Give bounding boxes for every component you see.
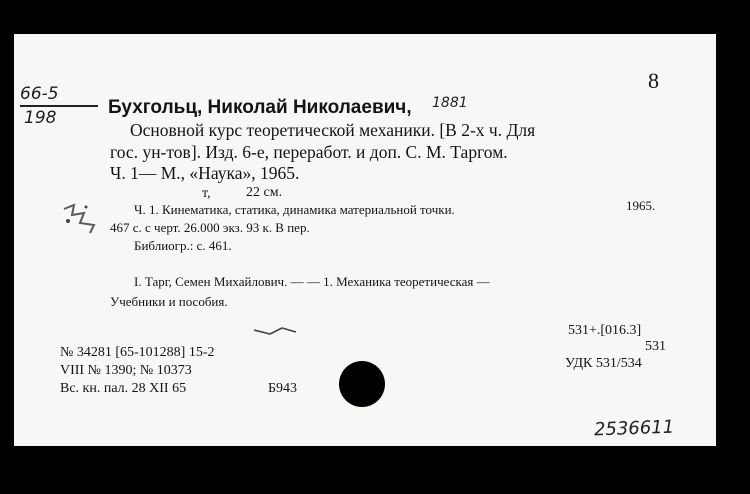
title-line-3: Ч. 1— М., «Наука», 1965. bbox=[110, 163, 300, 183]
part-line-1: Ч. 1. Кинематика, статика, динамика материальной точки. bbox=[134, 202, 455, 217]
record-code: Б943 bbox=[268, 381, 298, 396]
shelfmark-divider bbox=[20, 105, 98, 107]
ink-smudge bbox=[60, 199, 100, 235]
card-number: 8 bbox=[648, 68, 659, 93]
title-line-1: Основной курс теоретической механики. [В 2-х ч. Для bbox=[130, 120, 536, 140]
record-line-1: № 34281 [65-101288] 15-2 bbox=[60, 345, 215, 360]
format-size: 22 см. bbox=[246, 185, 283, 200]
shelfmark-bottom: 198 bbox=[24, 108, 57, 128]
author-years-handwritten: 1881 bbox=[432, 95, 468, 111]
shelfmark-top: 66-5 bbox=[20, 84, 59, 104]
pencil-mark bbox=[252, 324, 302, 340]
author-heading: Бухгольц, Николай Николаевич, bbox=[108, 97, 412, 118]
subjects-line-2: Учебники и пособия. bbox=[110, 294, 228, 309]
subjects-line-1: I. Тарг, Семен Михайлович. — — 1. Механика теоретическая — bbox=[134, 274, 490, 289]
part-line-2: 467 с. с черт. 26.000 экз. 93 к. В пер. bbox=[110, 220, 310, 235]
title-line-2: гос. ун-тов]. Изд. 6-е, переработ. и доп. С. М. Таргом. bbox=[110, 142, 508, 162]
class-number-2: 531 bbox=[645, 339, 666, 354]
udk-number: УДК 531/534 bbox=[565, 356, 642, 371]
format-t: т, bbox=[202, 186, 211, 201]
part-year: 1965. bbox=[626, 198, 656, 213]
bibliography-note: Библиогр.: с. 461. bbox=[134, 238, 232, 253]
punch-hole bbox=[339, 361, 385, 407]
catalog-card bbox=[14, 34, 716, 446]
class-number-1: 531+.[016.3] bbox=[568, 323, 642, 338]
handwritten-inventory-number: 2536611 bbox=[593, 416, 675, 441]
record-line-3: Вс. кн. пал. 28 XII 65 bbox=[60, 381, 187, 396]
record-line-2: VIII № 1390; № 10373 bbox=[60, 363, 192, 378]
